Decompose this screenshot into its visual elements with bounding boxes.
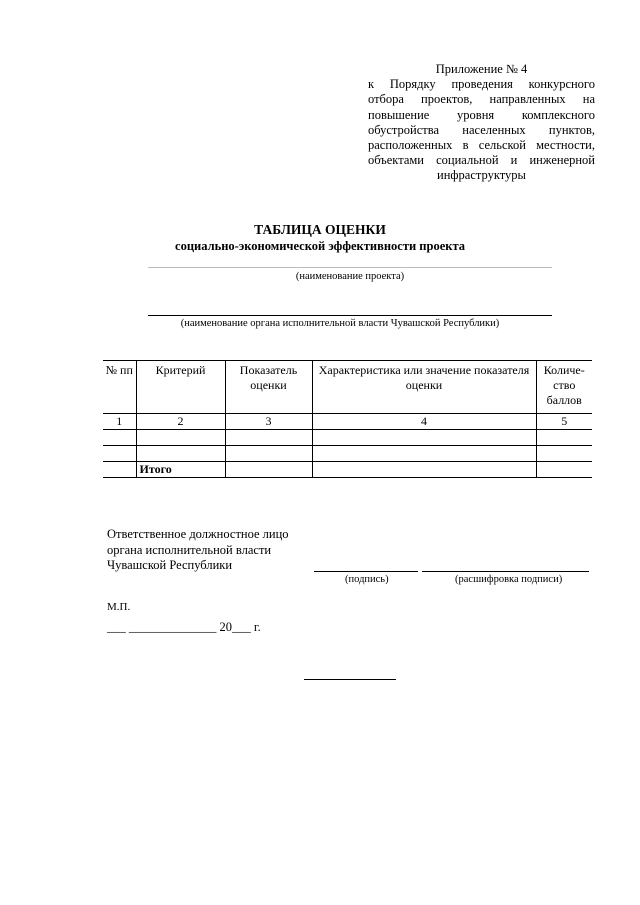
table-cell [103, 446, 136, 462]
table-number-row [103, 414, 592, 430]
appendix-text: к Порядку проведения конкурсного отбора проектов, направленных на повышение уровня комплексного обустройства населенных пунктов, расположенных в сельской местности, объектами социальной и инженерной инфраструктуры [368, 77, 595, 183]
appendix-block [368, 62, 595, 184]
table-cell [225, 462, 312, 478]
table-cell: 2 [136, 414, 225, 430]
table-cell [536, 462, 592, 478]
signature-line [314, 571, 418, 572]
table-row [103, 430, 592, 446]
table-cell [136, 446, 225, 462]
date-line: ___ ______________ 20___ г. [107, 620, 261, 634]
authority-name-line [148, 315, 552, 316]
evaluation-table [103, 360, 592, 478]
table-cell [536, 446, 592, 462]
table-cell [312, 462, 536, 478]
table-cell: 4 [312, 414, 536, 430]
project-name-caption: (наименование проекта) [295, 271, 405, 282]
table-header-cell: № пп [103, 361, 136, 414]
table-cell [103, 430, 136, 446]
end-divider [304, 679, 396, 680]
table-row [103, 446, 592, 462]
table-cell [536, 430, 592, 446]
table-cell [312, 430, 536, 446]
table-total-row [103, 462, 592, 478]
signature-decode-caption: (расшифровка подписи) [455, 574, 563, 585]
table-header-cell: Критерий [136, 361, 225, 414]
total-label: Итого [136, 462, 225, 478]
stamp-place: М.П. [107, 601, 131, 613]
table-header-cell: Характеристика или значение показателя оценки [312, 361, 536, 414]
table-cell: 5 [536, 414, 592, 430]
page-subtitle: социально-экономической эффективности проекта [175, 239, 465, 253]
responsible-line-1: Ответственное должностное лицо [107, 527, 289, 541]
signature-decode-line [422, 571, 589, 572]
table-header-cell: Количе-ство баллов [536, 361, 592, 414]
project-name-line [148, 267, 552, 268]
table-cell: 1 [103, 414, 136, 430]
table-cell [312, 446, 536, 462]
table-cell [103, 462, 136, 478]
signature-caption: (подпись) [345, 574, 389, 585]
responsible-line-3: Чувашской Республики [107, 558, 233, 572]
table-cell: 3 [225, 414, 312, 430]
table-cell [136, 430, 225, 446]
table-cell [225, 430, 312, 446]
table-header-row [103, 361, 592, 414]
page-title: ТАБЛИЦА ОЦЕНКИ [254, 222, 386, 237]
responsible-person-block [107, 527, 289, 574]
authority-name-caption: (наименование органа исполнительной власти Чувашской Республики) [180, 318, 500, 329]
table-header-cell: Показатель оценки [225, 361, 312, 414]
responsible-line-2: органа исполнительной власти [107, 542, 272, 557]
table-cell [225, 446, 312, 462]
appendix-heading: Приложение № 4 [435, 62, 528, 76]
